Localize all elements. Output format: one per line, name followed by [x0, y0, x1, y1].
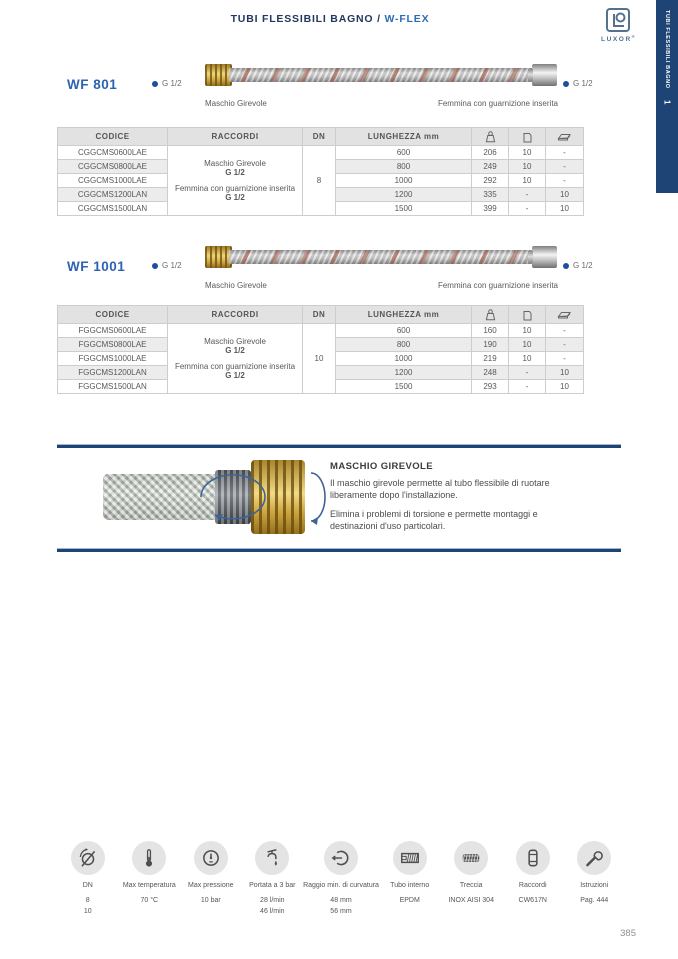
- spec-max-temperatura: Max temperatura 70 °C: [119, 841, 181, 917]
- cell-cart: -: [546, 160, 584, 174]
- weight-icon: [472, 128, 509, 146]
- braid-icon: [454, 841, 488, 875]
- cell-peso: 249: [472, 160, 509, 174]
- col-raccordi: RACCORDI: [168, 128, 303, 146]
- caption-left-wf801: Maschio Girevole: [205, 99, 267, 108]
- cell-cart: -: [546, 324, 584, 338]
- table-row: [58, 324, 584, 338]
- product-title-wf801: WF 801: [67, 77, 118, 92]
- product-title-wf1001: WF 1001: [67, 259, 126, 274]
- caption-right-wf1001: Femmina con guarnizione inserita: [437, 281, 558, 290]
- luxor-logo-text: LUXOR®: [601, 34, 637, 44]
- cell-codice: CGGCMS1500LAN: [58, 202, 168, 216]
- cell-conf: 10: [509, 338, 546, 352]
- cell-lunghezza: 1200: [336, 366, 472, 380]
- section-divider-top: [57, 444, 621, 448]
- cell-codice: FGGCMS1500LAN: [58, 380, 168, 394]
- cell-lunghezza: 800: [336, 338, 472, 352]
- col-lunghezza: LUNGHEZZA mm: [336, 306, 472, 324]
- cell-conf: -: [509, 380, 546, 394]
- info-paragraph-2: Elimina i problemi di torsione e permette montaggi e destinazioni d'uso particolari.: [330, 509, 538, 532]
- cell-peso: 219: [472, 352, 509, 366]
- cell-conf: -: [509, 188, 546, 202]
- info-text-block: [330, 461, 560, 540]
- col-dn: DN: [303, 306, 336, 324]
- box-icon: [509, 306, 546, 324]
- tap-icon: [255, 841, 289, 875]
- cell-peso: 335: [472, 188, 509, 202]
- cell-codice: CGGCMS1200LAN: [58, 188, 168, 202]
- col-raccordi: RACCORDI: [168, 306, 303, 324]
- page-title: [0, 13, 660, 25]
- blue-dot-icon: [152, 81, 158, 87]
- cell-codice: FGGCMS0600LAE: [58, 324, 168, 338]
- size-right-wf801: G 1/2: [563, 79, 593, 88]
- fitting-icon: [516, 841, 550, 875]
- thermometer-icon: [132, 841, 166, 875]
- cell-cart: 10: [546, 202, 584, 216]
- cell-peso: 293: [472, 380, 509, 394]
- table-header-row: [58, 128, 584, 146]
- spec-istruzioni: Istruzioni Pag. 444: [563, 841, 625, 917]
- cell-conf: -: [509, 202, 546, 216]
- spec-portata: Portata a 3 bar 28 l/min 46 l/min: [242, 841, 304, 917]
- cell-peso: 206: [472, 146, 509, 160]
- caption-right-wf801: Femmina con guarnizione inserita: [437, 99, 558, 108]
- cell-cart: -: [546, 352, 584, 366]
- cell-lunghezza: 600: [336, 146, 472, 160]
- blue-dot-icon: [563, 81, 569, 87]
- col-dn: DN: [303, 128, 336, 146]
- product-table-wf801: [57, 127, 584, 216]
- cell-lunghezza: 1000: [336, 352, 472, 366]
- cell-cart: 10: [546, 188, 584, 202]
- cell-conf: 10: [509, 352, 546, 366]
- rotation-arrows-icon: [193, 451, 333, 543]
- spec-icons-row: [57, 841, 625, 917]
- spec-max-pressione: Max pressione 10 bar: [180, 841, 242, 917]
- page-title-text: TUBI FLESSIBILI BAGNO /: [230, 13, 381, 25]
- hose-image-wf1001: [205, 240, 557, 274]
- cell-conf: 10: [509, 174, 546, 188]
- col-codice: CODICE: [58, 128, 168, 146]
- carton-icon: [546, 128, 584, 146]
- cell-codice: FGGCMS1200LAN: [58, 366, 168, 380]
- carton-icon: [546, 306, 584, 324]
- chapter-tab-label: TUBI FLESSIBILI BAGNO: [664, 10, 670, 89]
- spec-tubo-interno: Tubo interno EPDM: [379, 841, 441, 917]
- swivel-fitting-image: [103, 457, 323, 537]
- gauge-icon: [194, 841, 228, 875]
- blue-dot-icon: [152, 263, 158, 269]
- cell-peso: 399: [472, 202, 509, 216]
- chapter-side-tab[interactable]: [656, 0, 678, 193]
- cell-dn: 10: [303, 324, 336, 394]
- cell-cart: -: [546, 146, 584, 160]
- spec-raccordi: Raccordi CW617N: [502, 841, 564, 917]
- cell-lunghezza: 1500: [336, 202, 472, 216]
- page-number: 385: [620, 928, 636, 939]
- diameter-icon: [71, 841, 105, 875]
- male-fitting-graphic: [205, 246, 232, 268]
- info-title: MASCHIO GIREVOLE: [330, 461, 433, 472]
- hose-image-wf801: [205, 58, 557, 92]
- luxor-logo-icon: [605, 7, 631, 33]
- size-left-wf801: G 1/2: [152, 79, 182, 88]
- table-header-row: [58, 306, 584, 324]
- info-paragraph-1: Il maschio girevole permette al tubo flessibile di ruotare liberamente dopo l'installazione.: [330, 478, 550, 501]
- cell-peso: 248: [472, 366, 509, 380]
- weight-icon: [472, 306, 509, 324]
- cell-codice: FGGCMS0800LAE: [58, 338, 168, 352]
- product-table-wf1001: [57, 305, 584, 394]
- col-codice: CODICE: [58, 306, 168, 324]
- cell-raccordi: Maschio Girevole G 1/2 Femmina con guarnizione inserita G 1/2: [168, 324, 303, 394]
- cell-codice: CGGCMS0800LAE: [58, 160, 168, 174]
- cell-lunghezza: 800: [336, 160, 472, 174]
- caption-left-wf1001: Maschio Girevole: [205, 281, 267, 290]
- cell-lunghezza: 1200: [336, 188, 472, 202]
- bend-radius-icon: [324, 841, 358, 875]
- female-nut-graphic: [532, 246, 557, 268]
- cell-cart: -: [546, 338, 584, 352]
- cell-lunghezza: 1500: [336, 380, 472, 394]
- size-left-wf1001: G 1/2: [152, 261, 182, 270]
- instructions-icon: [577, 841, 611, 875]
- page-title-highlight: W-FLEX: [384, 13, 430, 25]
- cell-codice: FGGCMS1000LAE: [58, 352, 168, 366]
- inner-tube-icon: [393, 841, 427, 875]
- braided-hose-graphic: [229, 68, 535, 82]
- luxor-logo: [601, 7, 635, 43]
- cell-cart: -: [546, 174, 584, 188]
- male-fitting-graphic: [205, 64, 232, 86]
- cell-lunghezza: 1000: [336, 174, 472, 188]
- cell-cart: 10: [546, 366, 584, 380]
- cell-codice: CGGCMS1000LAE: [58, 174, 168, 188]
- box-icon: [509, 128, 546, 146]
- cell-lunghezza: 600: [336, 324, 472, 338]
- cell-conf: 10: [509, 146, 546, 160]
- chapter-tab-number: 1: [662, 99, 672, 105]
- blue-dot-icon: [563, 263, 569, 269]
- cell-conf: 10: [509, 160, 546, 174]
- spec-dn: DN 8 10: [57, 841, 119, 917]
- cell-cart: 10: [546, 380, 584, 394]
- section-divider-bottom: [57, 548, 621, 552]
- cell-raccordi: Maschio Girevole G 1/2 Femmina con guarnizione inserita G 1/2: [168, 146, 303, 216]
- cell-conf: 10: [509, 324, 546, 338]
- cell-codice: CGGCMS0600LAE: [58, 146, 168, 160]
- female-nut-graphic: [532, 64, 557, 86]
- braided-hose-graphic: [229, 250, 535, 264]
- table-row: [58, 146, 584, 160]
- spec-raggio-curvatura: Raggio min. di curvatura 48 mm 56 mm: [303, 841, 379, 917]
- cell-peso: 190: [472, 338, 509, 352]
- cell-conf: -: [509, 366, 546, 380]
- cell-peso: 160: [472, 324, 509, 338]
- cell-peso: 292: [472, 174, 509, 188]
- size-right-wf1001: G 1/2: [563, 261, 593, 270]
- spec-treccia: Treccia INOX AISI 304: [440, 841, 502, 917]
- cell-dn: 8: [303, 146, 336, 216]
- col-lunghezza: LUNGHEZZA mm: [336, 128, 472, 146]
